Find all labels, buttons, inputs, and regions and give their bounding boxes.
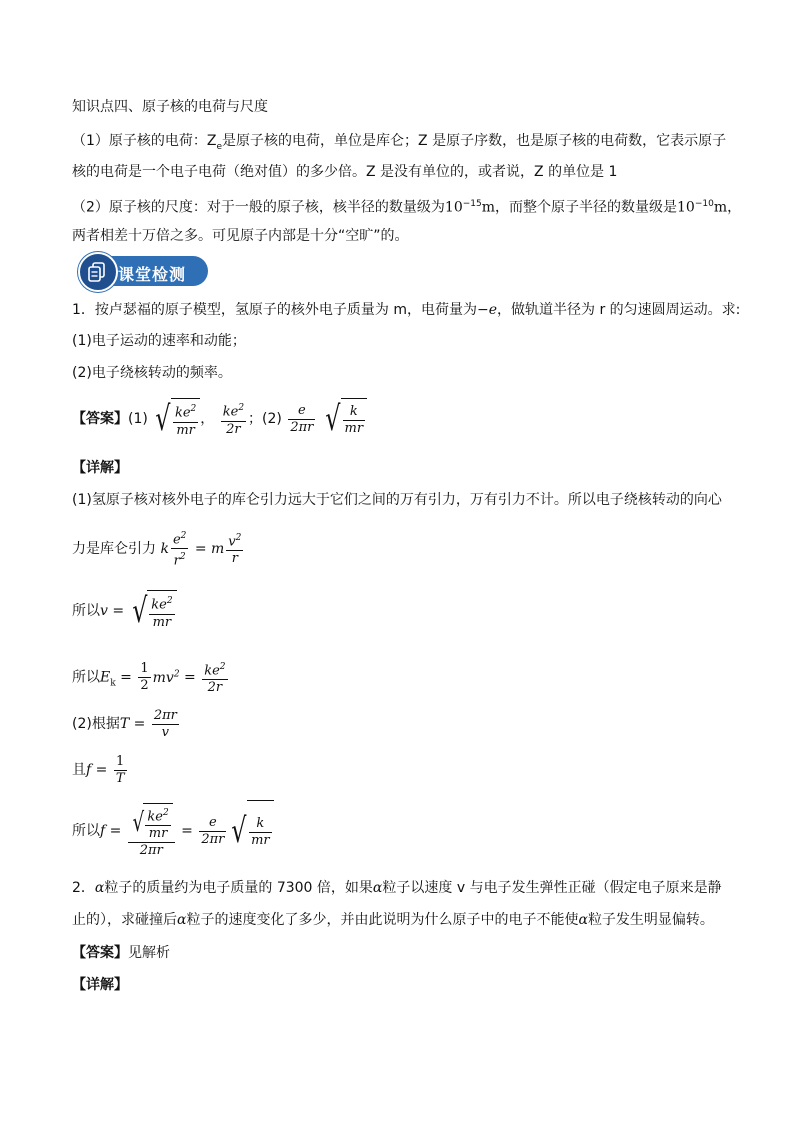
q1-frequency-result: 所以f = √ $\frac{ke^2}{mr}$ 2πr = $\frac{e}{2\pi r}$ √ $\frac{k}{mr}$: [72, 800, 274, 862]
text: 粒子发生明显偏转。: [587, 912, 714, 928]
alpha-symbol: α: [372, 880, 383, 896]
frac-e-2pir: $\frac{e}{2\pi r}$: [290, 402, 314, 435]
badge-label: 课堂检测: [118, 265, 187, 284]
alpha-symbol: α: [94, 880, 105, 896]
text: ，: [727, 199, 742, 216]
q1-part1: (1)电子运动的速率和动能；: [72, 333, 246, 349]
paragraph-charge-line2: 核的电荷是一个电子电荷（绝对值）的多少倍。Z 是没有单位的，或者说，Z 的单位是 1: [72, 164, 618, 180]
sqrt-k-mr: √ $\frac{k}{mr}$: [322, 398, 367, 440]
unit: m: [713, 199, 728, 216]
sqrt-ke2-mr: √ $\frac{ke^2}{mr}$: [152, 398, 200, 440]
paragraph-size-line2: 两者相差十万倍之多。可见原子内部是十分“空旷”的。: [72, 228, 409, 244]
text: （2）原子核的尺度：对于一般的原子核，核半径的数量级为: [72, 199, 445, 216]
q2-answer: [72, 943, 170, 963]
text: ，: [200, 411, 215, 427]
text: 是原子核的电荷，单位是库仑；Z 是原子序数，也是原子核的电荷数，它表示原子: [222, 133, 727, 149]
q1-stem: [72, 300, 740, 320]
badge-circle: [78, 252, 118, 292]
exponent: −10: [694, 199, 714, 209]
power-base: 10: [677, 199, 695, 216]
text: ，做轨道半径为 r 的匀速圆周运动。求:: [497, 302, 741, 318]
paragraph-charge-line1: [72, 131, 726, 157]
text: 粒子的质量约为电子质量的 7300 倍，如果: [104, 880, 373, 896]
text: 1．按卢瑟福的原子模型，氢原子的核外电子质量为 m，电荷量为: [72, 302, 477, 318]
alpha-symbol: α: [578, 912, 588, 928]
q2-detail-label: 【详解】: [72, 977, 128, 993]
section-title: 知识点四、原子核的电荷与尺度: [72, 99, 268, 115]
q1-detail-label: 【详解】: [72, 460, 128, 476]
q1-energy-formula: 所以$E_k$ = $\frac{1}{2}$ $mv^2$ = $\frac{ke^2}{2r}$: [72, 656, 230, 701]
q1-velocity-formula: 所以v = √ $\frac{ke^2}{mr}$: [72, 590, 177, 632]
text: 粒子以速度 v 与电子发生弹性正碰（假定电子原来是静: [382, 880, 722, 896]
classroom-test-badge: [78, 252, 210, 288]
text: 所以: [72, 669, 100, 686]
text: (1): [128, 411, 148, 427]
text: ，而整个原子半径的数量级是: [495, 199, 678, 216]
answer-label: 【答案】: [72, 945, 128, 961]
text: (2)根据: [72, 716, 120, 732]
q1-period-formula: (2)根据T = $\frac{2\pi r}{v}$: [72, 707, 177, 740]
text: 止的），求碰撞后: [72, 912, 177, 928]
text: （1）原子核的电荷：Z: [72, 133, 217, 149]
q1-frequency-definition: 且f = $\frac{1}{T}$: [72, 753, 125, 786]
unit: m: [481, 199, 496, 216]
subscript: e: [216, 141, 223, 152]
answer-label: 【答案】: [72, 411, 128, 427]
q1-answer: [72, 398, 367, 440]
alpha-symbol: α: [177, 912, 187, 928]
text: (2): [262, 411, 282, 427]
paragraph-size-line1: [72, 194, 741, 218]
answer-text: 见解析: [128, 945, 170, 961]
exponent: −15: [462, 199, 482, 209]
charge-symbol: −e: [477, 302, 498, 318]
text: 粒子的速度变化了多少，并由此说明为什么原子中的电子不能使: [186, 912, 579, 928]
q2-stem-line2: [72, 910, 714, 930]
text: 力是库仑引力: [72, 540, 156, 557]
text: ；: [248, 411, 263, 427]
power-base: 10: [444, 199, 463, 216]
q1-detail-line2: 力是库仑引力 k $\frac{e^2}{r^2}$ = m $\frac{v^2}{r}$: [72, 528, 245, 570]
q2-stem-line1: [72, 878, 722, 898]
text: 所以: [72, 603, 100, 619]
text: 所以: [72, 823, 100, 839]
document-icon: [88, 262, 106, 282]
q1-part2: (2)电子绕核转动的频率。: [72, 365, 232, 381]
text: 且: [72, 762, 86, 778]
frac-ke2-2r: $\frac{ke^2}{2r}$: [221, 400, 246, 437]
text: 2．: [72, 880, 95, 896]
q1-detail-line1: (1)氢原子核对核外电子的库仑引力远大于它们之间的万有引力，万有引力不计。所以电子绕核转动的向心: [72, 492, 722, 508]
